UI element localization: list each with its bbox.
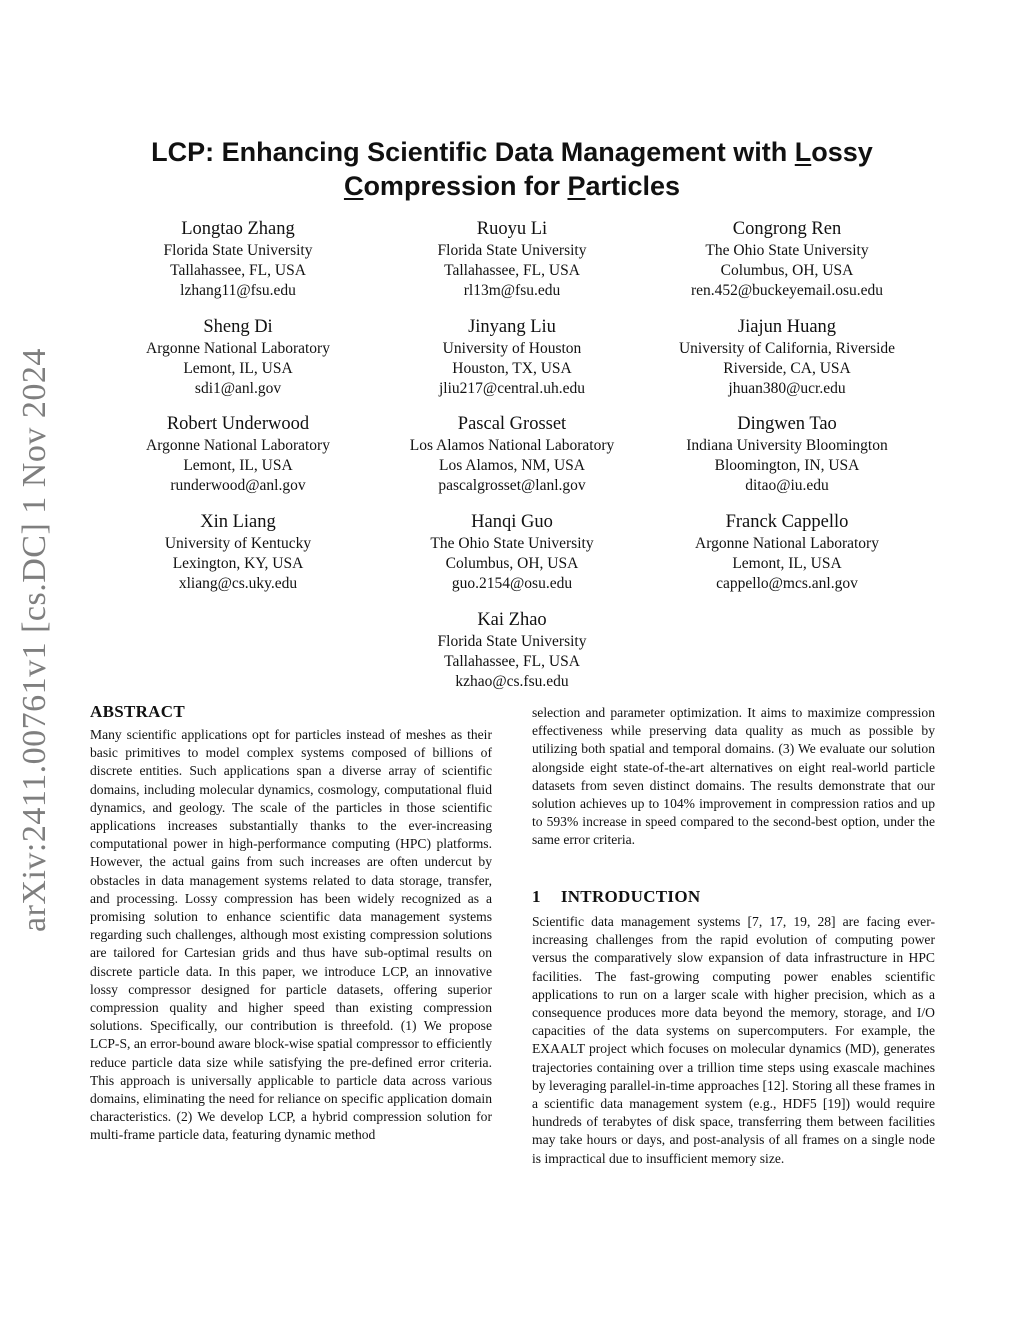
author-affiliation: Argonne National Laboratory <box>146 437 330 454</box>
author-location: Lemont, IL, USA <box>732 555 842 572</box>
author-email: ren.452@buckeyemail.osu.edu <box>690 282 884 299</box>
author-email: ditao@iu.edu <box>745 477 829 494</box>
author-email: cappello@mcs.anl.gov <box>716 575 858 592</box>
author-affiliation: Los Alamos National Laboratory <box>409 437 615 454</box>
author-name: Jiajun Huang <box>737 317 837 337</box>
section-title: INTRODUCTION <box>560 887 701 906</box>
author-name: Robert Underwood <box>166 414 310 434</box>
author-name: Kai Zhao <box>477 610 547 630</box>
author-location: Lemont, IL, USA <box>183 360 293 377</box>
author-name: Hanqi Guo <box>471 512 553 532</box>
author-name: Sheng Di <box>203 317 273 337</box>
introduction-heading <box>532 887 700 907</box>
author-location: Tallahassee, FL, USA <box>170 262 306 279</box>
author-location: Bloomington, IN, USA <box>714 457 860 474</box>
author-location: Columbus, OH, USA <box>445 555 579 572</box>
author-affiliation: Argonne National Laboratory <box>695 535 879 552</box>
author-location: Houston, TX, USA <box>452 360 572 377</box>
author-email: rl13m@fsu.edu <box>463 282 561 299</box>
author-location: Lemont, IL, USA <box>183 457 293 474</box>
author-name: Xin Liang <box>200 512 276 532</box>
author-location: Tallahassee, FL, USA <box>444 262 580 279</box>
author-name: Dingwen Tao <box>737 414 837 434</box>
author-email: sdi1@anl.gov <box>194 380 282 397</box>
author-block <box>652 217 922 301</box>
author-email: guo.2154@osu.edu <box>451 575 573 592</box>
author-block <box>652 510 922 594</box>
author-email: jhuan380@ucr.edu <box>728 380 846 397</box>
author-block <box>103 315 373 399</box>
author-block <box>377 608 647 692</box>
author-name: Pascal Grosset <box>457 414 567 434</box>
author-affiliation: Florida State University <box>437 242 587 259</box>
title-text: ompression for <box>363 171 568 201</box>
abstract-text: Many scientific applications opt for particles instead of meshes as their basic primitives to model complex systems composed of billions of discrete entities. Such applications span a diverse array of scientific domains, including molecular dynamics, cosmology, computational fluid dynamics, and geology. The scale of the particles in those scientific applications increases substantially thanks to the ever-increasing computational power in high-performance computing (HPC) platforms. However, the actual gains from such increases are often undercut by obstacles in data management systems related to data storage, transfer, and processing. Lossy compression has been widely recognized as a promising solution to enhance scientific data management systems regarding such challenges, although most existing compression solutions are tailored for Cartesian grids and thus have sub-optimal results on discrete particle data. In this paper, we introduce LCP, an innovative lossy compressor designed for particle datasets, offering superior compression quality and higher speed than existing compression solutions. Specifically, our contribution is threefold. (1) We propose LCP-S, an error-bound aware block-wise spatial compressor to efficiently reduce particle data size while satisfying the pre-defined error criteria. This approach is universally applicable to particle data across various domains, eliminating the need for reliance on specific application domain characteristics. (2) We develop LCP, a hybrid compression solution for multi-frame particle data, featuring dynamic method <box>90 727 492 1143</box>
abstract-right-column <box>532 704 935 850</box>
author-email: lzhang11@fsu.edu <box>180 282 296 299</box>
section-number: 1 <box>532 887 541 906</box>
title-underlined-letter: L <box>794 137 812 167</box>
author-block <box>377 217 647 301</box>
title-text: LCP: Enhancing Scientific Data Management with <box>151 137 795 167</box>
title-underlined-letter: C <box>343 171 364 201</box>
author-affiliation: University of California, Riverside <box>678 340 896 357</box>
author-affiliation: The Ohio State University <box>430 535 594 552</box>
author-name: Jinyang Liu <box>468 317 556 337</box>
author-name: Ruoyu Li <box>476 219 548 239</box>
author-block <box>652 315 922 399</box>
author-block <box>103 217 373 301</box>
author-affiliation: Indiana University Bloomington <box>686 437 888 454</box>
author-location: Lexington, KY, USA <box>172 555 304 572</box>
author-location: Los Alamos, NM, USA <box>439 457 585 474</box>
author-location: Riverside, CA, USA <box>723 360 851 377</box>
title-underlined-letter: P <box>567 171 586 201</box>
author-email: jliu217@central.uh.edu <box>439 380 585 397</box>
author-block <box>377 510 647 594</box>
author-affiliation: University of Houston <box>442 340 582 357</box>
author-name: Congrong Ren <box>732 219 842 239</box>
author-name: Longtao Zhang <box>181 219 295 239</box>
author-block <box>652 412 922 496</box>
title-text: ossy <box>811 137 873 167</box>
author-block <box>377 412 647 496</box>
author-email: pascalgrosset@lanl.gov <box>438 477 586 494</box>
author-affiliation: The Ohio State University <box>705 242 869 259</box>
arxiv-stamp: arXiv:2411.00761v1 [cs.DC] 1 Nov 2024 <box>16 348 53 932</box>
abstract-text-continued: selection and parameter optimization. It aims to maximize compression effectiveness while preserving data quality as much as possible by utilizing both spatial and temporal domains. (3) We evaluate our solution alongside eight state-of-the-art alternatives on eight real-world particle datasets from seven distinct domains. The results demonstrate that our solution achieves up to 104% improvement in compression ratios and up to 593% increase in speed compared to the second-best option, under the same error criteria. <box>532 705 935 848</box>
author-affiliation: Florida State University <box>163 242 313 259</box>
author-block <box>103 510 373 594</box>
introduction-column <box>532 913 935 1168</box>
author-affiliation: Argonne National Laboratory <box>146 340 330 357</box>
author-name: Franck Cappello <box>725 512 849 532</box>
author-location: Columbus, OH, USA <box>720 262 854 279</box>
author-location: Tallahassee, FL, USA <box>444 653 580 670</box>
author-email: xliang@cs.uky.edu <box>178 575 298 592</box>
author-affiliation: University of Kentucky <box>164 535 312 552</box>
author-email: runderwood@anl.gov <box>170 477 306 494</box>
author-block <box>377 315 647 399</box>
introduction-text: Scientific data management systems [7, 17, 19, 28] are facing ever-increasing challenges from the rapid evolution of computing power versus the comparatively slow expansion of data infrastructure in HPC facilities. The fast-growing computing power enables scientific applications to run on a larger scale with higher precision, which as a consequence produces more data beyond the memory, storage, and I/O capacities of the data systems on supercomputers. For example, the EXAALT project which focuses on molecular dynamics (MD), generates trajectories containing over a trillion time steps using exascale machines by leveraging parallel-in-time approaches [12]. Storing all these frames in a scientific data management system (e.g., HDF5 [19]) would require hundreds of terabytes of disk space, transferring them between facilities may take hours or days, and post-analysis of all frames on a single node is impractical due to insufficient memory size. <box>532 914 935 1166</box>
paper-title <box>100 135 924 203</box>
author-block <box>103 412 373 496</box>
abstract-heading: ABSTRACT <box>90 702 185 721</box>
author-affiliation: Florida State University <box>437 633 587 650</box>
abstract-left-column <box>90 726 492 1145</box>
title-text: articles <box>585 171 681 201</box>
author-email: kzhao@cs.fsu.edu <box>455 673 569 690</box>
